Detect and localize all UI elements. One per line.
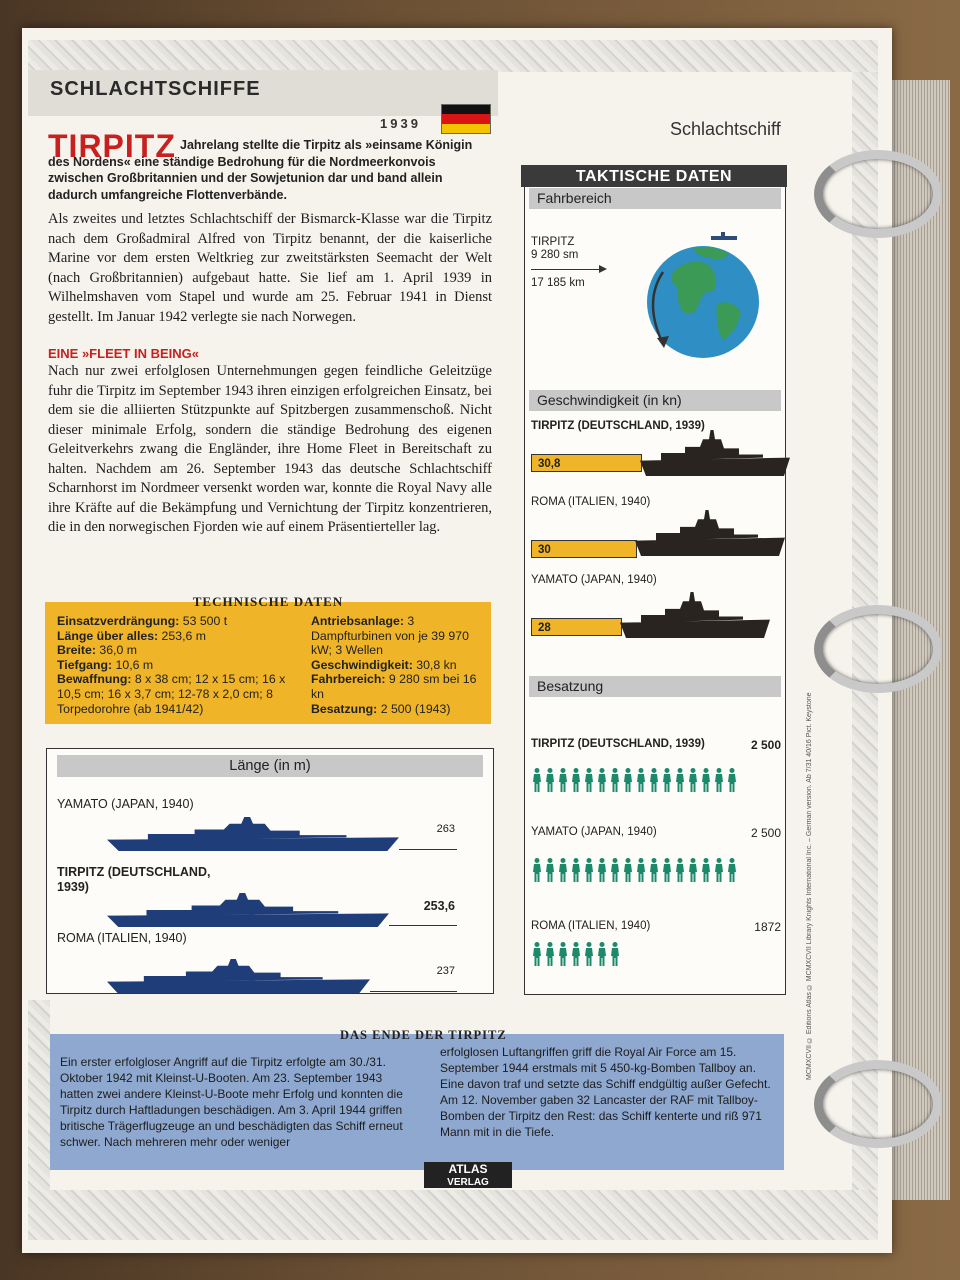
sailor-icon <box>611 858 619 882</box>
german-flag-icon <box>441 104 491 134</box>
ending-text-left: Ein erster erfolgloser Angriff auf die Tirpitz erfolgte am 30./31. Oktober 1942 mit Kleinst-U-Booten. Am 23. September 1943 hatten zwei andere Kleinst-U-Boote mehr Erfolg und konnten die Tirpitz durch Haftladungen beschädigen. Am 3. April 1944 griffen britische Trägerflugzeuge an und beschädigten das Schiff erneut schwer. Nach mehreren mehr oder weniger <box>60 1055 403 1149</box>
technical-data-title: TECHNISCHE DATEN <box>192 594 344 609</box>
speed-section-label: Geschwindigkeit (in kn) <box>529 390 781 411</box>
logo-top-text: ATLAS <box>448 1162 488 1176</box>
technical-data-right <box>311 614 481 716</box>
tech-left-entry <box>57 614 293 629</box>
sailor-icon <box>598 858 606 882</box>
tech-right-value: 30,8 kn <box>412 657 457 672</box>
tech-right-entry <box>311 658 481 673</box>
tech-right-entry <box>311 614 481 658</box>
body-paragraph-2: Nach nur zwei erfolglosen Unternehmungen gegen feindliche Geleitzüge fuhr die Tirpitz im September 1943 ihren einzigen erfolgreichen Einsatz, bei dem sie die alliierten Stützpunkte auf Spitzbergen zusammenschoß. Nicht dieser minimale Erfolg, sondern die ständige Bedrohung des eigenen Geleitverkehrs zwang die Engländer, ihre Home Fleet in Bereitschaft zu halten. Nachdem am 26. September 1943 das deutsche Schlachtschiff Scharnhorst im Nordmeer versenkt worden war, konnte die Royal Navy alle ihre Kräfte auf die Bekämpfung und Vernichtung der Tirpitz konzentrieren, die in den norwegischen Fjorden wie auf einem Präsentierteller lag. <box>48 363 492 535</box>
speed-ship-name: ROMA (ITALIEN, 1940) <box>531 496 651 508</box>
sailor-icon <box>585 858 593 882</box>
length-title: Länge (in m) <box>57 755 483 777</box>
binder-ring-bottom <box>814 1060 942 1148</box>
lead-paragraph: Jahrelang stellte die Tirpitz als »einsame Königin des Nordens« eine ständige Bedrohung für die Nordmeerkonvois zwischen Großbritannien und der Sowjetunion dar und band allein dadurch umfangreiche Flottenverbände. <box>48 138 473 202</box>
speed-ship-silhouette <box>620 592 770 643</box>
tech-right-value: 2 500 (1943) <box>377 701 451 716</box>
length-value: 253,6 <box>423 899 455 913</box>
sailor-icon <box>572 768 580 792</box>
length-value: 263 <box>436 823 455 835</box>
technical-data-box <box>45 594 491 724</box>
sailor-icon <box>559 942 567 966</box>
speed-bar: 28 <box>531 618 622 636</box>
tech-left-entry <box>57 658 293 673</box>
tech-left-value: 8 x 38 cm; 12 x 15 cm; 16 x 10,5 cm; 16 x 3,7 cm; 12-78 x 2,0 cm; 8 Torpedorohre (ab 1941/42) <box>57 672 286 716</box>
range-ship-name: TIRPITZ <box>531 236 575 248</box>
length-ship-silhouette <box>107 817 399 856</box>
tech-right-key: Geschwindigkeit: <box>311 657 413 672</box>
sailor-icon <box>598 942 606 966</box>
crew-section-label: Besatzung <box>529 676 781 697</box>
sailor-icon <box>585 768 593 792</box>
tread-plate-left <box>28 1000 50 1190</box>
sailor-icon <box>637 768 645 792</box>
crew-ship-name: YAMATO (JAPAN, 1940) <box>531 826 657 838</box>
length-ship-name: TIRPITZ (DEUTSCHLAND, 1939) <box>57 865 211 894</box>
atlas-logo <box>424 1162 512 1188</box>
category-label: Schlachtschiff <box>670 119 781 139</box>
sailor-icon <box>689 858 697 882</box>
technical-data-left <box>57 614 293 716</box>
crew-value: 2 500 <box>750 826 781 840</box>
speed-ship-name: TIRPITZ (DEUTSCHLAND, 1939) <box>531 420 705 432</box>
sailor-icon <box>624 858 632 882</box>
sailor-icon <box>676 768 684 792</box>
range-arrow <box>531 269 603 270</box>
length-comparison-box <box>46 748 494 994</box>
imprint-text: MCMXCVII © Editions Atlas © MCMXCVII Library Knights International Inc. – German version. Ab 7/31 40/16 Pict. Keystone <box>806 692 813 1080</box>
sailor-icon <box>637 858 645 882</box>
sailor-icon <box>728 858 736 882</box>
tech-left-key: Einsatzverdrängung: <box>57 614 180 628</box>
tech-left-key: Länge über alles: <box>57 628 159 643</box>
tech-right-value: 3 Dampfturbinen von je 39 970 kW; 3 Wellen <box>311 614 469 658</box>
tech-left-key: Breite: <box>57 643 96 658</box>
tech-left-key: Bewaffnung: <box>57 672 132 687</box>
sailor-icon <box>546 768 554 792</box>
length-value: 237 <box>436 965 455 977</box>
sailor-icon <box>572 858 580 882</box>
length-ship-name: ROMA (ITALIEN, 1940) <box>57 931 187 945</box>
sailor-icon <box>715 858 723 882</box>
sailor-icon <box>650 768 658 792</box>
sailor-icon <box>585 942 593 966</box>
tech-left-entry <box>57 672 293 716</box>
tech-right-key: Antriebsanlage: <box>311 614 404 628</box>
body-paragraph-1: Als zweites und letztes Schlachtschiff der Bismarck-Klasse war die Tirpitz nach dem Großadmiral Alfred von Tirpitz benannt, der die kaiserliche Marine vor dem ersten Weltkrieg zur zweitstärksten Seemacht der Welt (nach Großbritannien) aufgebaut hatte. Sie lief am 1. April 1939 in Wilhelmshaven vom Stapel und wurde am 25. Februar 1941 in Dienst gestellt. Im Januar 1942 verlegte sie nach Norwegen. <box>48 211 492 325</box>
range-km: 17 185 km <box>531 277 585 289</box>
length-ship-name: YAMATO (JAPAN, 1940) <box>57 797 194 811</box>
sailor-icon <box>650 858 658 882</box>
speed-ship-name: YAMATO (JAPAN, 1940) <box>531 574 657 586</box>
sailor-icon <box>546 942 554 966</box>
tech-right-entry <box>311 702 481 717</box>
binder-ring-middle <box>814 605 942 693</box>
crew-value: 2 500 <box>750 738 781 752</box>
ending-text-right: erfolglosen Luftangriffen griff die Royal Air Force am 15. September 1944 erstmals mit 5 450-kg-Bomben Tallboy an. Eine davon traf und setzte das Schiff endgültig außer Gefecht. Am 12. November gaben 32 Lancaster der RAF mit Tallboy-Bomben der Tirpitz den Rest: das Schiff kenterte und riß 971 Mann mit in die Tiefe. <box>440 1045 771 1139</box>
sailor-icon <box>533 858 541 882</box>
tech-left-value: 36,0 m <box>95 643 137 658</box>
sailor-icon <box>676 858 684 882</box>
speed-bar: 30,8 <box>531 454 642 472</box>
crew-figure-row <box>533 768 736 792</box>
crew-figure-row <box>533 858 736 882</box>
tech-left-entry <box>57 629 293 644</box>
crew-value: 1872 <box>754 920 781 934</box>
sailor-icon <box>624 768 632 792</box>
tech-left-key: Tiefgang: <box>57 657 113 672</box>
globe-icon <box>633 232 773 362</box>
sailor-icon <box>689 768 697 792</box>
sailor-icon <box>663 858 671 882</box>
crew-ship-name: TIRPITZ (DEUTSCHLAND, 1939) <box>531 738 705 750</box>
binder-ring-top <box>814 150 942 238</box>
length-ship-silhouette <box>107 959 370 998</box>
sailor-icon <box>728 768 736 792</box>
length-reference-line <box>399 849 457 850</box>
tech-right-key: Besatzung: <box>311 701 378 716</box>
sailor-icon <box>546 858 554 882</box>
tech-right-entry <box>311 672 481 701</box>
sailor-icon <box>559 858 567 882</box>
sailor-icon <box>598 768 606 792</box>
sailor-icon <box>533 768 541 792</box>
tread-plate-bottom <box>28 1190 878 1240</box>
sailor-icon <box>715 768 723 792</box>
range-sm: 9 280 sm <box>531 249 579 261</box>
sailor-icon <box>572 942 580 966</box>
sailor-icon <box>559 768 567 792</box>
sailor-icon <box>611 942 619 966</box>
speed-ship-silhouette <box>635 510 785 561</box>
year-label: 1939 <box>380 116 421 131</box>
tactical-data-title: TAKTISCHE DATEN <box>521 165 787 187</box>
series-title: SCHLACHTSCHIFFE <box>50 78 261 100</box>
crew-ship-name: ROMA (ITALIEN, 1940) <box>531 920 651 932</box>
length-ship-silhouette <box>107 893 389 932</box>
length-reference-line <box>389 925 457 926</box>
tech-left-value: 53 500 t <box>179 614 228 628</box>
speed-ship-silhouette <box>640 430 790 481</box>
tread-plate-top <box>28 40 878 72</box>
sailor-icon <box>702 858 710 882</box>
sailor-icon <box>702 768 710 792</box>
ship-title: TIRPITZ <box>48 128 176 164</box>
logo-bottom-text: VERLAG <box>447 1177 489 1188</box>
tech-left-value: 253,6 m <box>158 628 206 643</box>
sailor-icon <box>663 768 671 792</box>
tech-left-entry <box>57 643 293 658</box>
speed-bar: 30 <box>531 540 637 558</box>
tech-left-value: 10,6 m <box>112 657 154 672</box>
tech-right-key: Fahrbereich: <box>311 672 386 687</box>
tech-right-value: 9 280 sm bei 16 kn <box>311 672 477 701</box>
ending-title: DAS ENDE DER TIRPITZ <box>340 1028 507 1042</box>
sailor-icon <box>611 768 619 792</box>
crew-figure-row <box>533 942 619 966</box>
section-subhead: EINE »FLEET IN BEING« <box>48 346 199 361</box>
sailor-icon <box>533 942 541 966</box>
tactical-data-box <box>524 165 786 995</box>
length-reference-line <box>370 991 457 992</box>
arrow-head-icon <box>599 265 607 273</box>
range-section-label: Fahrbereich <box>529 188 781 209</box>
